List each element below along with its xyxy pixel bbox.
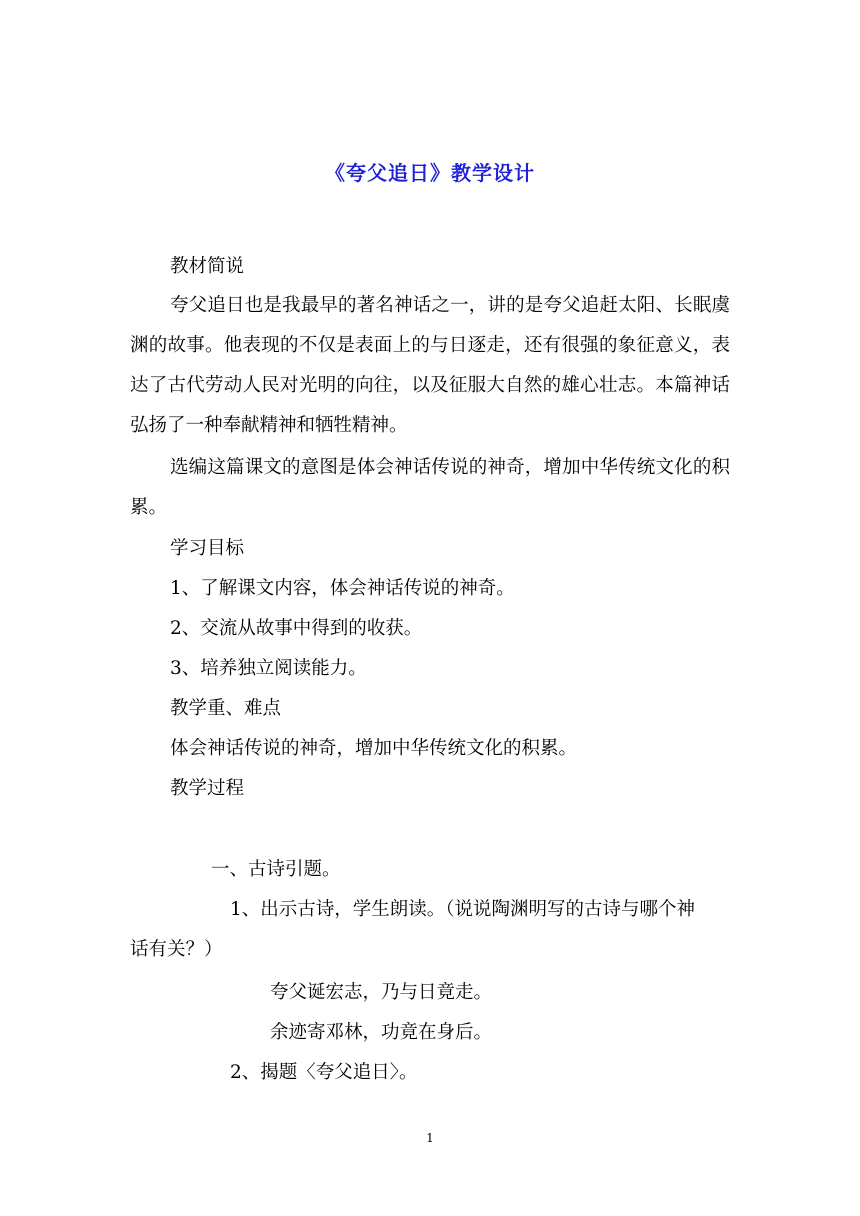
- goal-item: 1、了解课文内容，体会神话传说的神奇。: [170, 578, 515, 599]
- key-points-text: 体会神话传说的神奇，增加中华传统文化的积累。: [170, 738, 578, 759]
- heading-materials: 教材简说: [170, 256, 245, 277]
- step-one-line: 话有关？）: [130, 939, 223, 960]
- goal-item: 3、培养独立阅读能力。: [170, 658, 367, 679]
- poem-line: 夸父诞宏志，乃与日竟走。: [270, 982, 493, 1003]
- paragraph-intro: 夸父追日也是我最早的著名神话之一，讲的是夸父追赶太阳、长眠虞渊的故事。他表现的不仅是表面上的与日逐走，还有很强的象征意义，表达了古代劳动人民对光明的向往，以及征服大自然的雄心壮志。本篇神话弘扬了一种奉献精神和牺牲精神。: [130, 295, 730, 436]
- document-title: 《夸父追日》教学设计: [325, 161, 535, 185]
- step-two-line: 2、揭题〈夸父追日〉。: [230, 1062, 418, 1083]
- goal-item: 2、交流从故事中得到的收获。: [170, 618, 423, 639]
- step-one-line: 1、出示古诗，学生朗读。（说说陶渊明写的古诗与哪个神: [230, 899, 696, 920]
- heading-key-points: 教学重、难点: [170, 698, 282, 719]
- poem-line: 余迹寄邓林，功竟在身后。: [270, 1022, 493, 1043]
- page-number: 1: [426, 1131, 434, 1145]
- heading-goals: 学习目标: [170, 538, 245, 559]
- paragraph-purpose: 选编这篇课文的意图是体会神话传说的神奇，增加中华传统文化的积累。: [130, 457, 730, 518]
- section-one-heading: 一、古诗引题。: [211, 859, 341, 880]
- heading-process: 教学过程: [170, 778, 245, 799]
